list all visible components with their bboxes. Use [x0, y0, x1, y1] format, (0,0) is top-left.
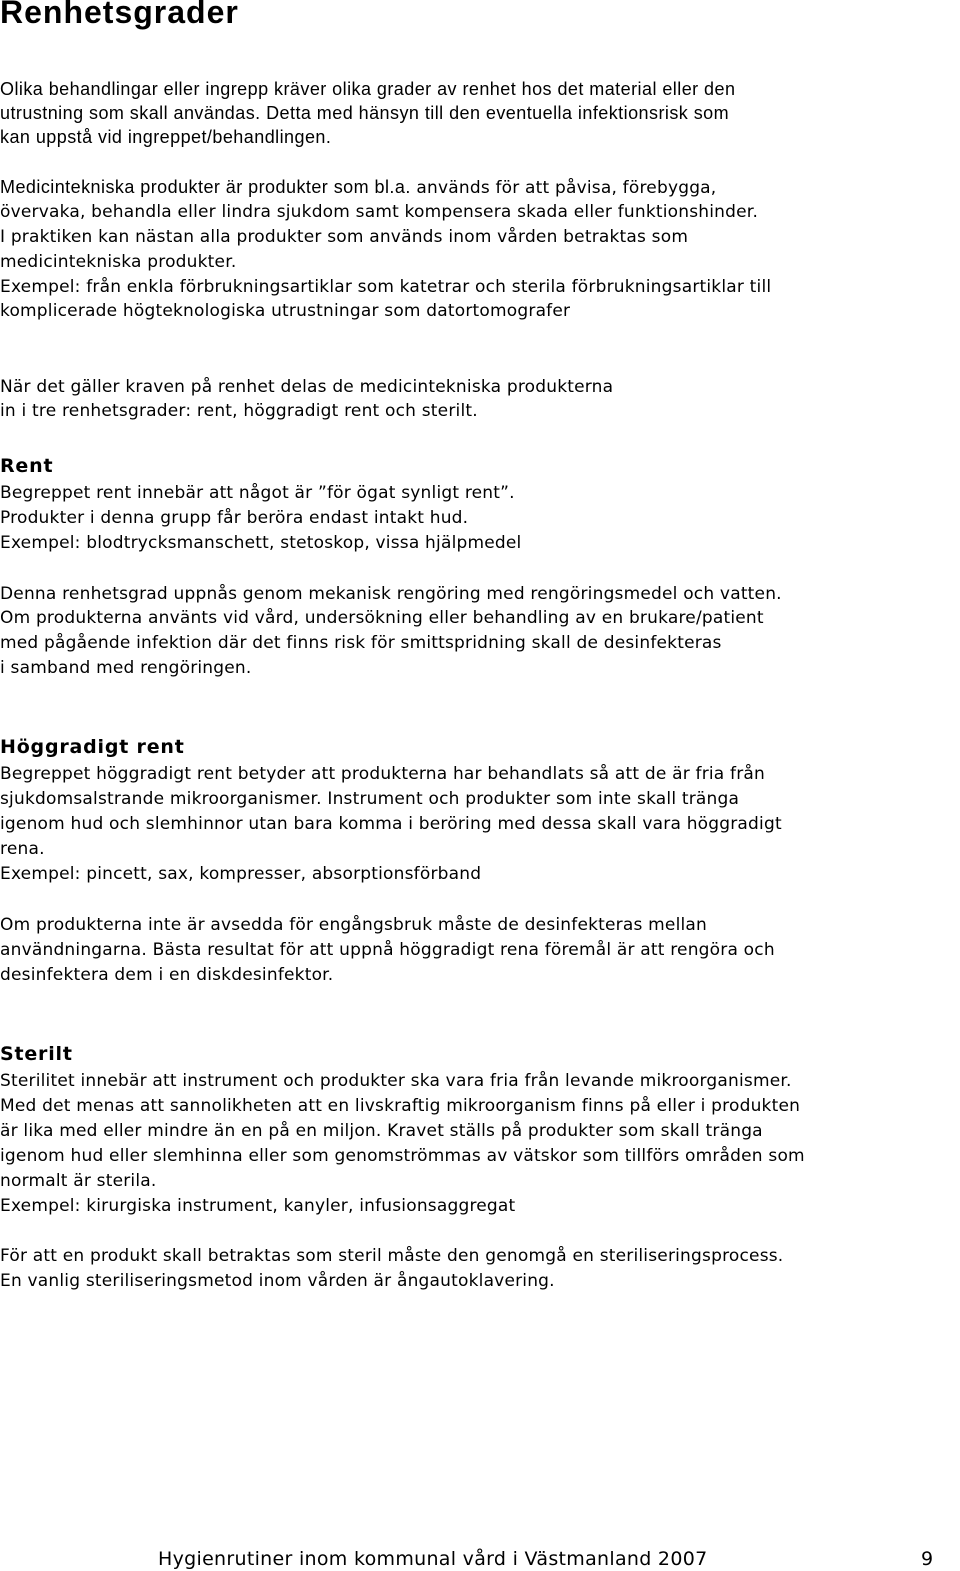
hoggradigt-line-1: Begreppet höggradigt rent betyder att produkterna har behandlats så att de är fria från [0, 764, 765, 784]
intro-line-1: Olika behandlingar eller ingrepp kräver olika grader av renhet hos det material eller den [0, 79, 736, 99]
page-title: Renhetsgrader [0, 0, 239, 30]
section-heading-sterilt: Sterilt [0, 1043, 73, 1065]
section-heading-hoggradigt-rent: Höggradigt rent [0, 736, 185, 758]
page-number: 9 [921, 1548, 934, 1570]
definition-line-6: komplicerade högteknologiska utrustningar som datortomografer [0, 301, 571, 321]
hoggradigt-line-7: användningarna. Bästa resultat för att uppnå höggradigt rena föremål är att rengöra och [0, 940, 775, 960]
sterilt-line-6: Exempel: kirurgiska instrument, kanyler, infusionsaggregat [0, 1196, 516, 1216]
rent-line-2: Produkter i denna grupp får beröra endast intakt hud. [0, 508, 469, 528]
sterilt-line-1: Sterilitet innebär att instrument och produkter ska vara fria från levande mikroorganismer. [0, 1071, 792, 1091]
definition-line-4: medicintekniska produkter. [0, 252, 237, 272]
hoggradigt-line-6: Om produkterna inte är avsedda för engångsbruk måste de desinfekteras mellan [0, 915, 708, 935]
definition-line-1-end: används för att påvisa, förebygga, [410, 178, 717, 198]
definition-line-5: Exempel: från enkla förbrukningsartiklar som katetrar och sterila förbrukningsartiklar till [0, 277, 772, 297]
sterilt-line-4: igenom hud eller slemhinna eller som genomströmmas av vätskor som tillförs områden som [0, 1146, 805, 1166]
rent-line-7: i samband med rengöringen. [0, 658, 252, 678]
page-footer: Hygienrutiner inom kommunal vård i Västmanland 2007 [158, 1548, 708, 1570]
section-heading-rent: Rent [0, 455, 54, 477]
hoggradigt-line-5: Exempel: pincett, sax, kompresser, absorptionsförband [0, 864, 482, 884]
sterilt-line-2: Med det menas att sannolikheten att en livskraftig mikroorganism finns på eller i produkten [0, 1096, 801, 1116]
intro-line-3: kan uppstå vid ingreppet/behandlingen. [0, 127, 332, 147]
hoggradigt-line-8: desinfektera dem i en diskdesinfektor. [0, 965, 334, 985]
definition-line-1-start: Medicintekniska produkter är produkter som bl.a. [0, 177, 411, 197]
definition-line-3: I praktiken kan nästan alla produkter som används inom vården betraktas som [0, 227, 689, 247]
hoggradigt-line-4: rena. [0, 839, 45, 859]
sterilt-line-7: För att en produkt skall betraktas som steril måste den genomgå en steriliseringsprocess. [0, 1246, 784, 1266]
classification-line-1: När det gäller kraven på renhet delas de medicintekniska produkterna [0, 377, 614, 397]
rent-line-4: Denna renhetsgrad uppnås genom mekanisk rengöring med rengöringsmedel och vatten. [0, 584, 782, 604]
sterilt-line-8: En vanlig steriliseringsmetod inom vården är ångautoklavering. [0, 1271, 555, 1291]
sterilt-line-5: normalt är sterila. [0, 1171, 157, 1191]
classification-line-2: in i tre renhetsgrader: rent, höggradigt rent och sterilt. [0, 401, 478, 421]
hoggradigt-line-3: igenom hud och slemhinnor utan bara komma i beröring med dessa skall vara höggradigt [0, 814, 782, 834]
hoggradigt-line-2: sjukdomsalstrande mikroorganismer. Instrument och produkter som inte skall tränga [0, 789, 740, 809]
rent-line-5: Om produkterna använts vid vård, undersökning eller behandling av en brukare/patient [0, 608, 764, 628]
rent-line-6: med pågående infektion där det finns risk för smittspridning skall de desinfekteras [0, 633, 722, 653]
intro-line-2: utrustning som skall användas. Detta med hänsyn till den eventuella infektionsrisk som [0, 103, 730, 123]
definition-line-2: övervaka, behandla eller lindra sjukdom samt kompensera skada eller funktionshinder. [0, 202, 759, 222]
definition-line-1 [0, 175, 716, 201]
sterilt-line-3: är lika med eller mindre än en på en miljon. Kravet ställs på produkter som skall tränga [0, 1121, 763, 1141]
rent-line-3: Exempel: blodtrycksmanschett, stetoskop, vissa hjälpmedel [0, 533, 522, 553]
rent-line-1: Begreppet rent innebär att något är ”för ögat synligt rent”. [0, 483, 515, 503]
